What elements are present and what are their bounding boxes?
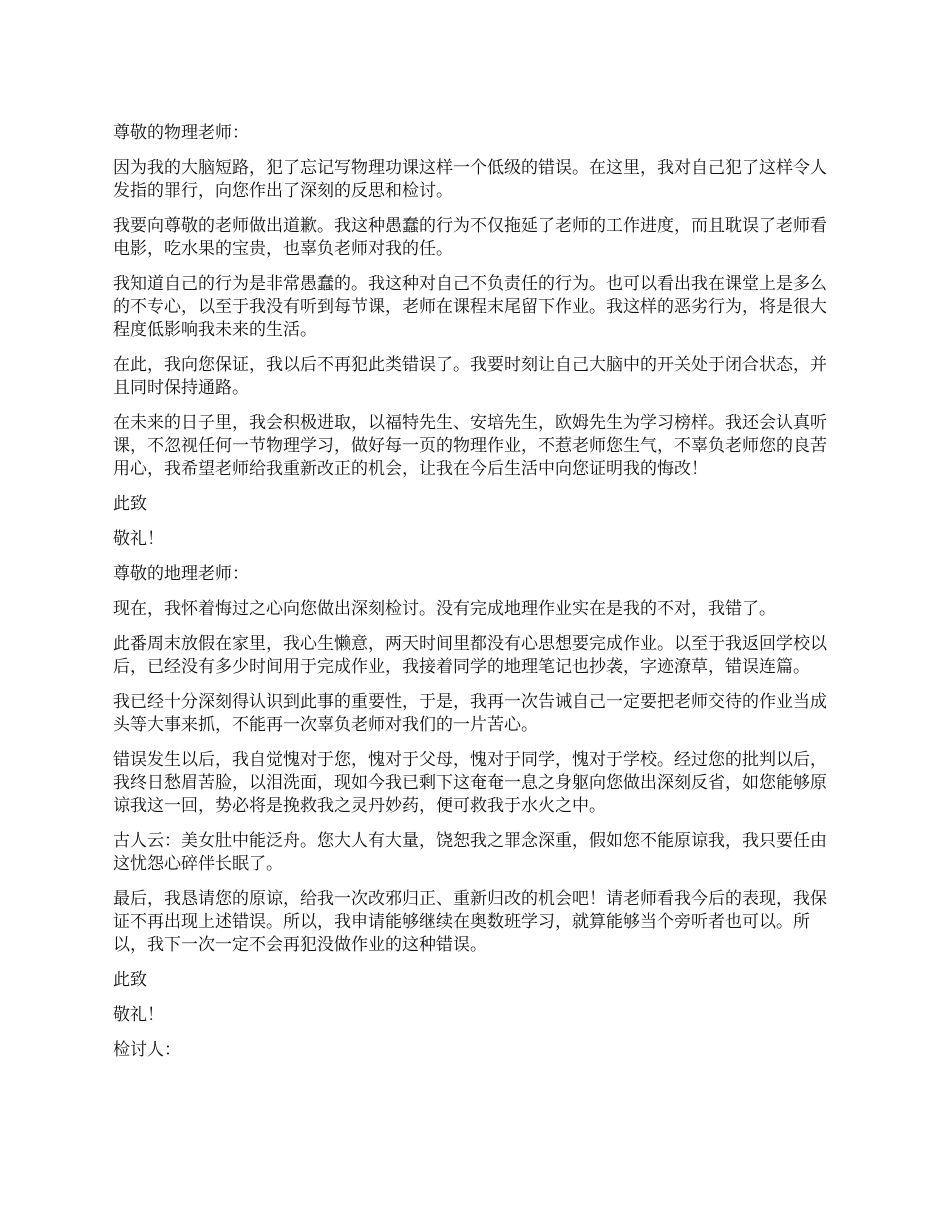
letter2-salutation: 尊敬的地理老师： <box>113 564 249 584</box>
letter2-paragraph: 错误发生以后，我自觉愧对于您，愧对于父母，愧对于同学，愧对于学校。经过您的批判以后，我终日愁眉苦脸，以泪洗面，现如今我已剩下这奄奄一息之身躯向您做出深刻反省，如您能够原谅我这一回，势必将是挽救我之灵丹妙药，便可救我于水火之中。 <box>113 750 827 816</box>
letter1-paragraph: 在此，我向您保证，我以后不再犯此类错误了。我要时刻让自己大脑中的开关处于闭合状态，并且同时保持通路。 <box>113 355 827 398</box>
letter1-paragraph: 我知道自己的行为是非常愚蠢的。我这种对自己不负责任的行为。也可以看出我在课堂上是多么的不专心，以至于我没有听到每节课，老师在课程末尾留下作业。我这样的恶劣行为，将是很大程度低影响我未来的生活。 <box>113 274 827 340</box>
letter1-paragraph: 我要向尊敬的老师做出道歉。我这种愚蠢的行为不仅拖延了老师的工作进度，而且耽误了老师看电影，吃水果的宝贵，也辜负老师对我的任。 <box>113 216 827 259</box>
letter2-closing-cizhi: 此致 <box>113 970 147 990</box>
letter1-salutation: 尊敬的物理老师： <box>113 123 249 143</box>
letter1-paragraph: 在未来的日子里，我会积极进取，以福特先生、安培先生，欧姆先生为学习榜样。我还会认真听课，不忽视任何一节物理学习，做好每一页的物理作业，不惹老师您生气，不辜负老师您的良苦用心，我希望老师给我重新改正的机会，让我在今后生活中向您证明我的悔改！ <box>113 413 827 479</box>
signature-label: 检讨人： <box>113 1040 181 1060</box>
letter2-closing-jingli: 敬礼！ <box>113 1005 164 1025</box>
letter1-closing-cizhi: 此致 <box>113 494 147 514</box>
letter2-paragraph: 最后，我恳请您的原谅，给我一次改邪归正、重新归改的机会吧！请老师看我今后的表现，我保证不再出现上述错误。所以，我申请能够继续在奥数班学习，就算能够当个旁听者也可以。所以，我下一次一定不会再犯没做作业的这种错误。 <box>113 889 827 955</box>
letter2-paragraph: 古人云：美女肚中能泛舟。您大人有大量，饶恕我之罪念深重，假如您不能原谅我，我只要任由这忧怨心碎伴长眠了。 <box>113 831 827 874</box>
letter2-paragraph: 此番周末放假在家里，我心生懒意，两天时间里都没有心思想要完成作业。以至于我返回学校以后，已经没有多少时间用于完成作业，我接着同学的地理笔记也抄袭，字迹潦草，错误连篇。 <box>113 634 827 677</box>
letter1-closing-jingli: 敬礼！ <box>113 529 164 549</box>
letter2-paragraph: 我已经十分深刻得认识到此事的重要性，于是，我再一次告诫自己一定要把老师交待的作业当成头等大事来抓，不能再一次辜负老师对我们的一片苦心。 <box>113 692 827 735</box>
letter2-paragraph: 现在，我怀着悔过之心向您做出深刻检讨。没有完成地理作业实在是我的不对，我错了。 <box>113 599 776 619</box>
letter1-paragraph: 因为我的大脑短路，犯了忘记写物理功课这样一个低级的错误。在这里，我对自己犯了这样令人发指的罪行，向您作出了深刻的反思和检讨。 <box>113 158 827 201</box>
